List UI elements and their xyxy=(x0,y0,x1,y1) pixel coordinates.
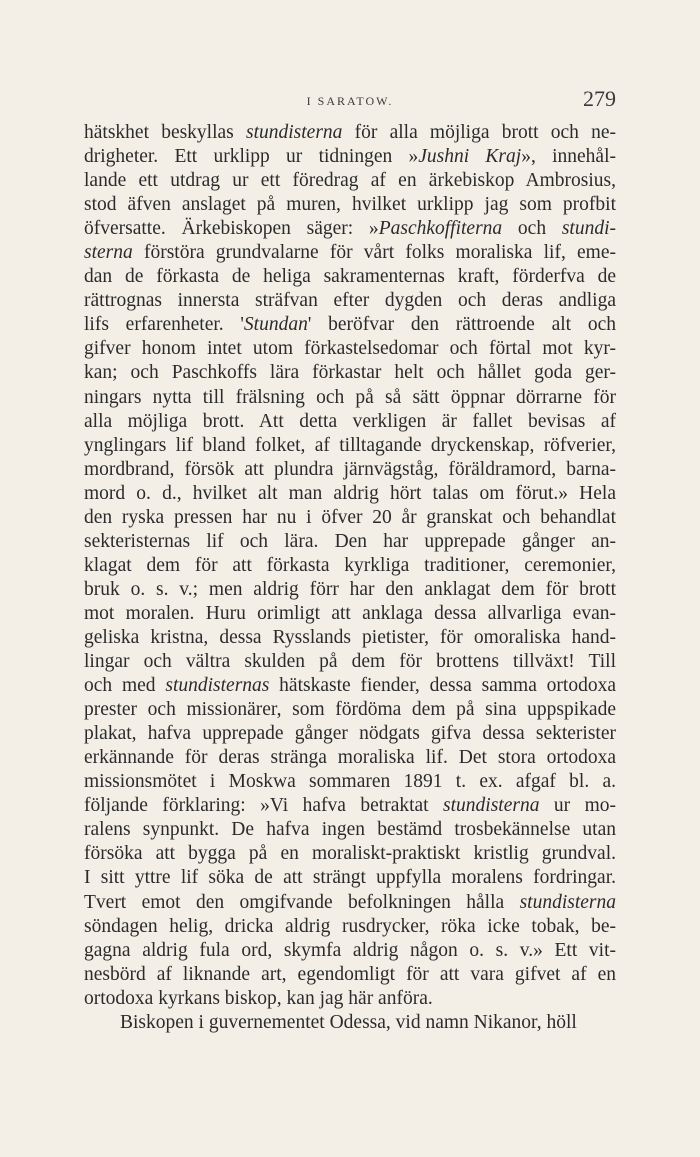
text-line xyxy=(84,337,616,361)
text-segment: öfversatte. Ärkebiskopen säger: » xyxy=(84,218,379,240)
text-line xyxy=(84,313,616,337)
text-segment: », innehål- xyxy=(521,146,616,168)
text-line xyxy=(84,554,616,578)
text-line xyxy=(84,145,616,169)
text-line xyxy=(84,1011,616,1035)
text-line xyxy=(84,265,616,289)
text-segment: hätskaste fiender, dessa samma ortodoxa xyxy=(269,675,616,697)
text-segment: lingar och vältra skulden på dem för brottens tillväxt! Till xyxy=(84,651,616,673)
text-line xyxy=(84,169,616,193)
text-segment: mord o. d., hvilket alt man aldrig hört talas om förut.» Hela xyxy=(84,482,616,504)
text-line xyxy=(84,386,616,410)
text-segment: klagat dem för att förkasta kyrkliga traditioner, ceremonier, xyxy=(84,554,616,576)
text-line xyxy=(84,650,616,674)
text-segment: drigheter. Ett urklipp ur tidningen » xyxy=(84,146,419,168)
italic-text: Stundan xyxy=(243,314,308,336)
text-segment: hätskhet beskyllas xyxy=(84,122,246,143)
text-segment: kan; och Paschkoffs lära förkastar helt och hållet goda ger- xyxy=(84,362,616,384)
text-line xyxy=(84,121,616,145)
text-segment: I sitt yttre lif söka de att strängt uppfylla moralens fordringar. xyxy=(84,867,616,889)
text-line xyxy=(84,794,616,818)
text-segment: rättrognas innersta sträfvan efter dygden och deras andliga xyxy=(84,290,616,312)
italic-text: stundisterna xyxy=(245,122,343,143)
italic-text: sterna xyxy=(84,242,133,264)
running-title: I SARATOW. xyxy=(306,94,394,108)
italic-text: stundi- xyxy=(561,218,616,240)
text-segment: försöka att bygga på en moraliskt-praktiskt kristlig grundval. xyxy=(84,843,616,865)
text-segment: Biskopen i guvernementet Odessa, vid namn Nikanor, höll xyxy=(120,1011,577,1033)
text-segment: lifs erfarenheter. ' xyxy=(84,314,244,336)
text-line xyxy=(84,241,616,265)
text-segment: lande ett utdrag ur ett föredrag af en ärkebiskop Ambrosius, xyxy=(84,170,616,192)
text-line xyxy=(84,602,616,626)
text-segment: och xyxy=(502,218,562,240)
text-line xyxy=(84,458,616,482)
text-segment: missionsmötet i Moskwa sommaren 1891 t. ex. afgaf bl. a. xyxy=(84,771,616,793)
italic-text: stundisterna xyxy=(443,795,540,817)
text-line xyxy=(84,939,616,963)
page-header xyxy=(84,88,616,116)
text-line xyxy=(84,193,616,217)
text-line xyxy=(84,482,616,506)
text-line xyxy=(84,963,616,987)
text-segment: prester och missionärer, som fördöma dem på sina uppspikade xyxy=(84,699,616,721)
text-segment: förstöra grundvalarne för vårt folks moraliska lif, eme- xyxy=(132,242,616,264)
text-segment: ortodoxa kyrkans biskop, kan jag här anföra. xyxy=(84,987,433,1009)
text-segment: mot moralen. Huru orimligt att anklaga dessa allvarliga evan- xyxy=(84,602,616,624)
text-segment: den ryska pressen har nu i öfver 20 år granskat och behandlat xyxy=(84,506,616,528)
italic-text: stundisternas xyxy=(165,675,270,697)
text-line xyxy=(84,289,616,313)
text-segment: ur mo- xyxy=(539,795,616,817)
text-segment: följande förklaring: »Vi hafva betraktat xyxy=(84,795,444,817)
text-segment: gifver honom intet utom förkastelsedomar och förtal mot kyr- xyxy=(84,338,616,360)
text-line xyxy=(84,722,616,746)
text-line xyxy=(84,530,616,554)
text-line xyxy=(84,410,616,434)
text-segment: ningars nytta till frälsning och på så sätt öppnar dörrarne för xyxy=(84,386,616,408)
text-segment: för alla möjliga brott och ne- xyxy=(342,122,616,143)
text-line xyxy=(84,217,616,241)
text-line xyxy=(84,578,616,602)
italic-text: Jushni Kraj xyxy=(418,146,522,168)
text-line xyxy=(84,891,616,915)
text-segment: bruk o. s. v.; men aldrig förr har den anklagat dem för brott xyxy=(84,578,616,600)
text-segment: söndagen helig, dricka aldrig rusdrycker, röka icke tobak, be- xyxy=(84,915,616,937)
text-segment: och med xyxy=(84,675,166,697)
text-line xyxy=(84,698,616,722)
text-segment: geliska kristna, dessa Rysslands pietister, för omoraliska hand- xyxy=(84,626,616,648)
text-segment: gagna aldrig fula ord, skymfa aldrig någon o. s. v.» Ett vit- xyxy=(84,939,616,961)
text-line xyxy=(84,506,616,530)
text-line xyxy=(84,626,616,650)
italic-text: stundisterna xyxy=(519,891,616,913)
text-segment: Tvert emot den omgifvande befolkningen hålla xyxy=(84,891,520,913)
text-line xyxy=(84,818,616,842)
text-line xyxy=(84,746,616,770)
body-text xyxy=(84,121,616,1035)
text-segment: nesbörd af liknande art, egendomligt för att vara gifvet af en xyxy=(84,963,616,985)
text-segment: erkännande för deras stränga moraliska lif. Det stora ortodoxa xyxy=(84,747,616,769)
text-line xyxy=(84,434,616,458)
text-segment: dan de förkasta de heliga sakramenternas kraft, förderfva de xyxy=(84,266,616,288)
text-segment: alla möjliga brott. Att detta verkligen är fallet bevisas af xyxy=(84,410,616,432)
text-line xyxy=(84,866,616,890)
page-number: 279 xyxy=(583,86,616,111)
text-line xyxy=(84,915,616,939)
text-line xyxy=(84,987,616,1011)
text-segment: ' beröfvar den rättroende alt och xyxy=(307,314,616,336)
text-segment: ralens synpunkt. De hafva ingen bestämd trosbekännelse utan xyxy=(84,819,616,841)
text-line xyxy=(84,674,616,698)
text-segment: mordbrand, försök att plundra järnvägståg, föräldramord, barna- xyxy=(84,458,616,480)
text-segment: sekteristernas lif och lära. Den har upprepade gånger an- xyxy=(84,530,616,552)
italic-text: Paschkoffiterna xyxy=(378,218,503,240)
text-line xyxy=(84,842,616,866)
text-line xyxy=(84,361,616,385)
text-line xyxy=(84,770,616,794)
text-segment: ynglingars lif bland folket, af tilltagande dryckenskap, röfverier, xyxy=(84,434,616,456)
text-segment: stod äfven anslaget på muren, hvilket urklipp jag som profbit xyxy=(84,194,616,216)
text-segment: plakat, hafva upprepade gånger nödgats gifva dessa sekterister xyxy=(84,723,616,745)
